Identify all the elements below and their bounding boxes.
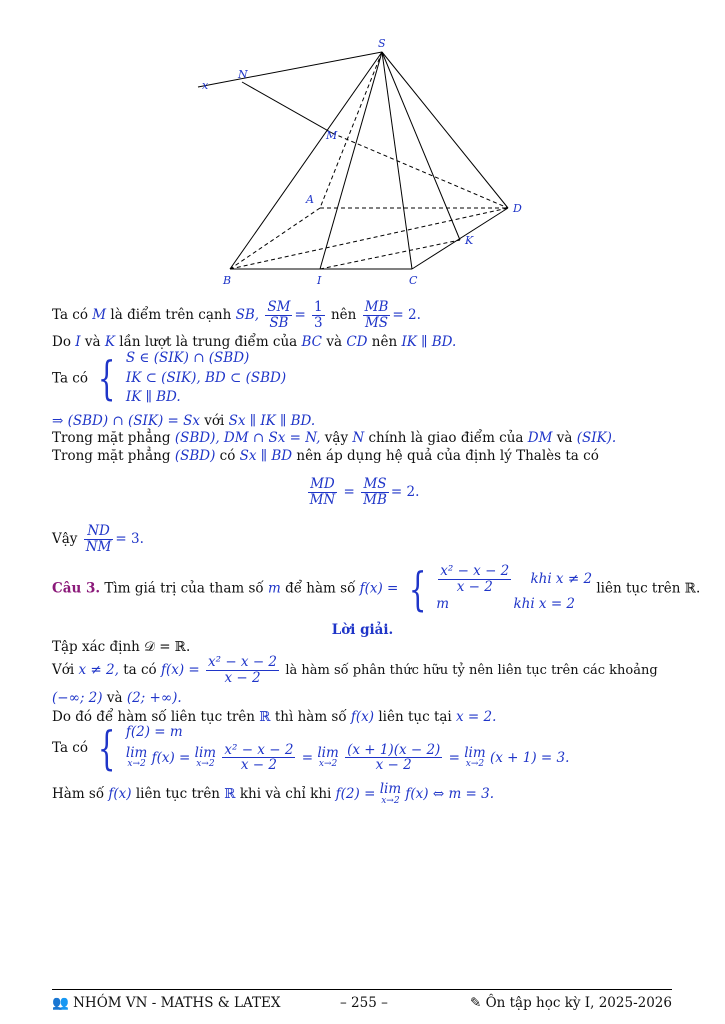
label-b: B	[223, 274, 232, 287]
solution-title: Lời giải.	[331, 622, 394, 638]
system-2: Ta có { f(2) = m lim x→2 f(x) = lim x→2 $\frac{\text{x² − x − 2}}{x - 2}$ = lim x→2 $\frac{(x + 1)(x - 2)}{x - 2}$ = lim x→2 (x + 1) = 3.	[52, 721, 570, 776]
plane-line-2: Trong mặt phẳng (SBD) có Sx ∥ BD nên áp dụng hệ quả của định lý Thalès ta có	[52, 448, 599, 464]
label-d: D	[513, 202, 522, 215]
plane-line-1: Trong mặt phẳng (SBD), DM ∩ Sx = N, vậy N chính là giao điểm của DM và (SIK).	[52, 430, 617, 446]
conclusion-line: Vậy $\frac{ND}{NM}$ = 3.	[52, 523, 144, 555]
label-c: C	[409, 274, 418, 287]
label-x: x	[202, 79, 209, 92]
intersection-line: ⇒ (SBD) ∩ (SIK) = Sx với Sx ∥ IK ∥ BD.	[52, 413, 316, 429]
label-i: I	[317, 274, 322, 287]
footer-rule	[52, 989, 672, 990]
footer-right: ✎ Ôn tập học kỳ I, 2025-2026	[469, 995, 672, 1011]
thales-equation: $\frac{MD}{MN}$ = $\frac{MS}{MB}$ = 2.	[309, 476, 420, 508]
label-s: S	[378, 37, 386, 50]
pyramid-figure	[190, 35, 530, 290]
ratio-line: Ta có M là điểm trên cạnh SB, $\frac{SM}{SB}$ = $\frac{1}{3}$ nên $\frac{MB}{MS}$ = 2.	[52, 299, 421, 331]
midpoint-line: Do I và K lần lượt là trung điểm của BC và CD nên IK ∥ BD.	[52, 334, 457, 350]
footer-left: 👥 NHÓM VN - MATHS & LATEX	[52, 995, 281, 1011]
page-number: – 255 –	[340, 995, 388, 1011]
label-m: M	[326, 129, 338, 142]
question-3: Câu 3. Tìm giá trị của tham số m để hàm số f(x) = { $\frac{\text{x² − x − 2}}{x - 2}$ khi x ≠ 2 m khi x = 2 liên tục trên ℝ.	[52, 562, 701, 617]
group-icon: 👥	[52, 995, 69, 1011]
edit-icon: ✎	[469, 995, 482, 1011]
continuity-line: Với x ≠ 2, ta có f(x) = $\frac{\text{x² − x − 2}}{x - 2}$ là hàm số phân thức hữu tỷ nên liên tục trên các khoảng	[52, 654, 658, 686]
intervals-line: (−∞; 2) và (2; +∞).	[52, 690, 182, 706]
condition-line: Do đó để hàm số liên tục trên ℝ thì hàm số f(x) liên tục tại x = 2.	[52, 709, 497, 725]
label-n: N	[238, 68, 248, 81]
label-a: A	[306, 193, 314, 206]
final-line: Hàm số f(x) liên tục trên ℝ khi và chỉ khi f(2) = lim x→2 f(x) ⇔ m = 3.	[52, 781, 495, 806]
label-k: K	[465, 234, 474, 247]
domain-line: Tập xác định 𝒟 = ℝ.	[52, 639, 191, 655]
system-1: Ta có { S ∈ (SIK) ∩ (SBD) IK ⊂ (SIK), BD ⊂ (SBD) IK ∥ BD.	[52, 350, 287, 406]
